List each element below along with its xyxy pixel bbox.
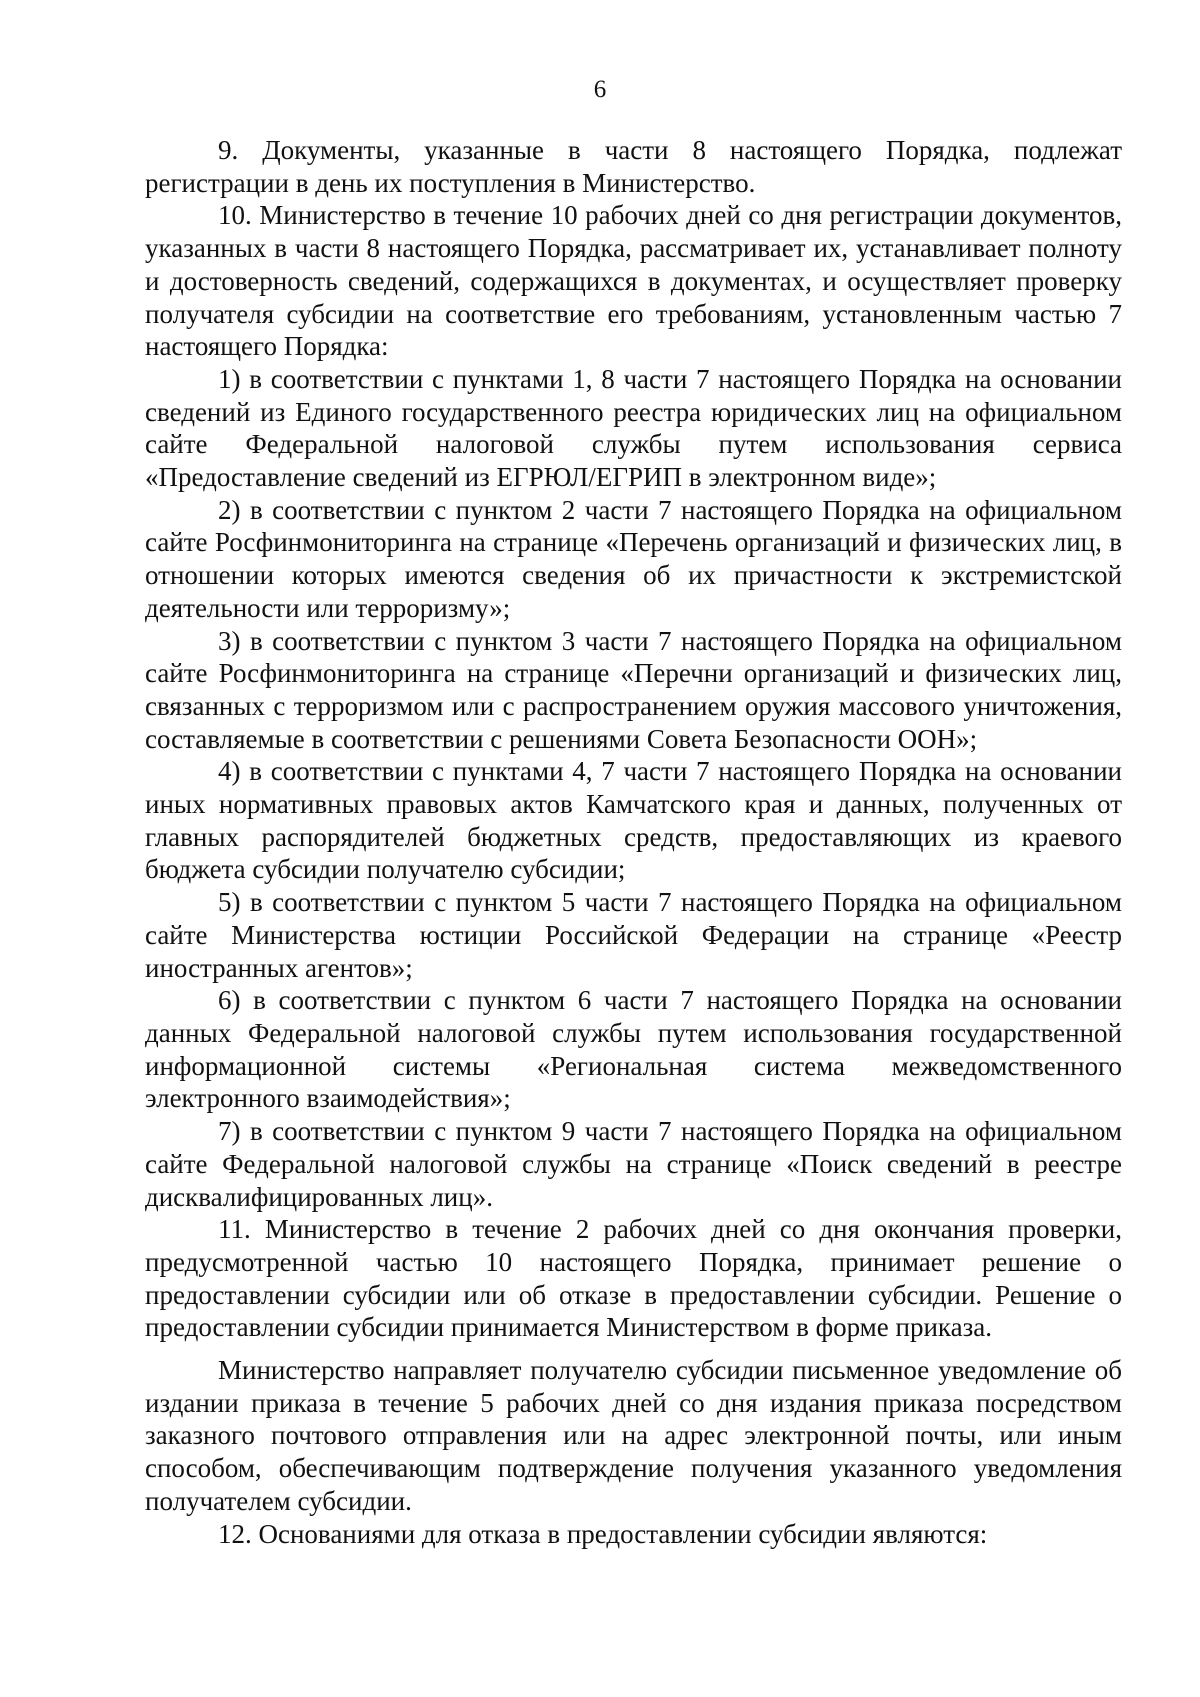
list-item-1: 1) в соответствии с пунктами 1, 8 части 7 настоящего Порядка на основании сведений из Единого государственного реестра юридических лиц на официальном сайте Федеральной налоговой службы путем использования сервиса «Предоставление сведений из ЕГРЮЛ/ЕГРИП в электронном виде»; <box>145 363 1122 493</box>
list-item-3: 3) в соответствии с пунктом 3 части 7 настоящего Порядка на официальном сайте Росфинмониторинга на странице «Перечни организаций и физических лиц, связанных с терроризмом или с распространением оружия массового уничтожения, составляемые в соответствии с решениями Совета Безопасности ООН»; <box>145 625 1122 754</box>
paragraph-10: 10. Министерство в течение 10 рабочих дней со дня регистрации документов, указанных в части 8 настоящего Порядка, рассматривает их, устанавливает полноту и достоверность сведений, содержащихся в документах, и осуществляет проверку получателя субсидии на соответствие его требованиям, установленным частью 7 настоящего Порядка: <box>145 200 1122 362</box>
document-body <box>145 134 1122 1550</box>
paragraph-11: 11. Министерство в течение 2 рабочих дней со дня окончания проверки, предусмотренной частью 10 настоящего Порядка, принимает решение о предоставлении субсидии или об отказе в предоставлении субсидии. Решение о предоставлении субсидии принимается Министерством в форме приказа. <box>145 1214 1122 1343</box>
paragraph-12: 12. Основаниями для отказа в предоставлении субсидии являются: <box>218 1518 988 1549</box>
page-number: 6 <box>593 76 607 103</box>
list-item-2: 2) в соответствии с пунктом 2 части 7 настоящего Порядка на официальном сайте Росфинмониторинга на странице «Перечень организаций и физических лиц, в отношении которых имеются сведения об их причастности к экстремистской деятельности или терроризму»; <box>145 494 1122 623</box>
list-item-6: 6) в соответствии с пунктом 6 части 7 настоящего Порядка на основании данных Федеральной налоговой службы путем использования государственной информационной системы «Региональная система межведомственного электронного взаимодействия»; <box>145 985 1122 1114</box>
list-item-4: 4) в соответствии с пунктами 4, 7 части 7 настоящего Порядка на основании иных нормативных правовых актов Камчатского края и данных, полученных от главных распорядителей бюджетных средств, предоставляющих из краевого бюджета субсидии получателю субсидии; <box>145 756 1122 885</box>
paragraph-11-notice: Министерство направляет получателю субсидии письменное уведомление об издании приказа в течение 5 рабочих дней со дня издания приказа посредством заказного почтового отправления или на адрес электронной почты, или иным способом, обеспечивающим подтверждение получения указанного уведомления получателем субсидии. <box>145 1355 1122 1516</box>
list-item-5: 5) в соответствии с пунктом 5 части 7 настоящего Порядка на официальном сайте Министерства юстиции Российской Федерации на странице «Реестр иностранных агентов»; <box>145 887 1122 983</box>
list-item-7: 7) в соответствии с пунктом 9 части 7 настоящего Порядка на официальном сайте Федеральной налоговой службы на странице «Поиск сведений в реестре дисквалифицированных лиц». <box>145 1116 1122 1212</box>
paragraph-9: 9. Документы, указанные в части 8 настоящего Порядка, подлежат регистрации в день их поступления в Министерство. <box>145 135 1122 198</box>
